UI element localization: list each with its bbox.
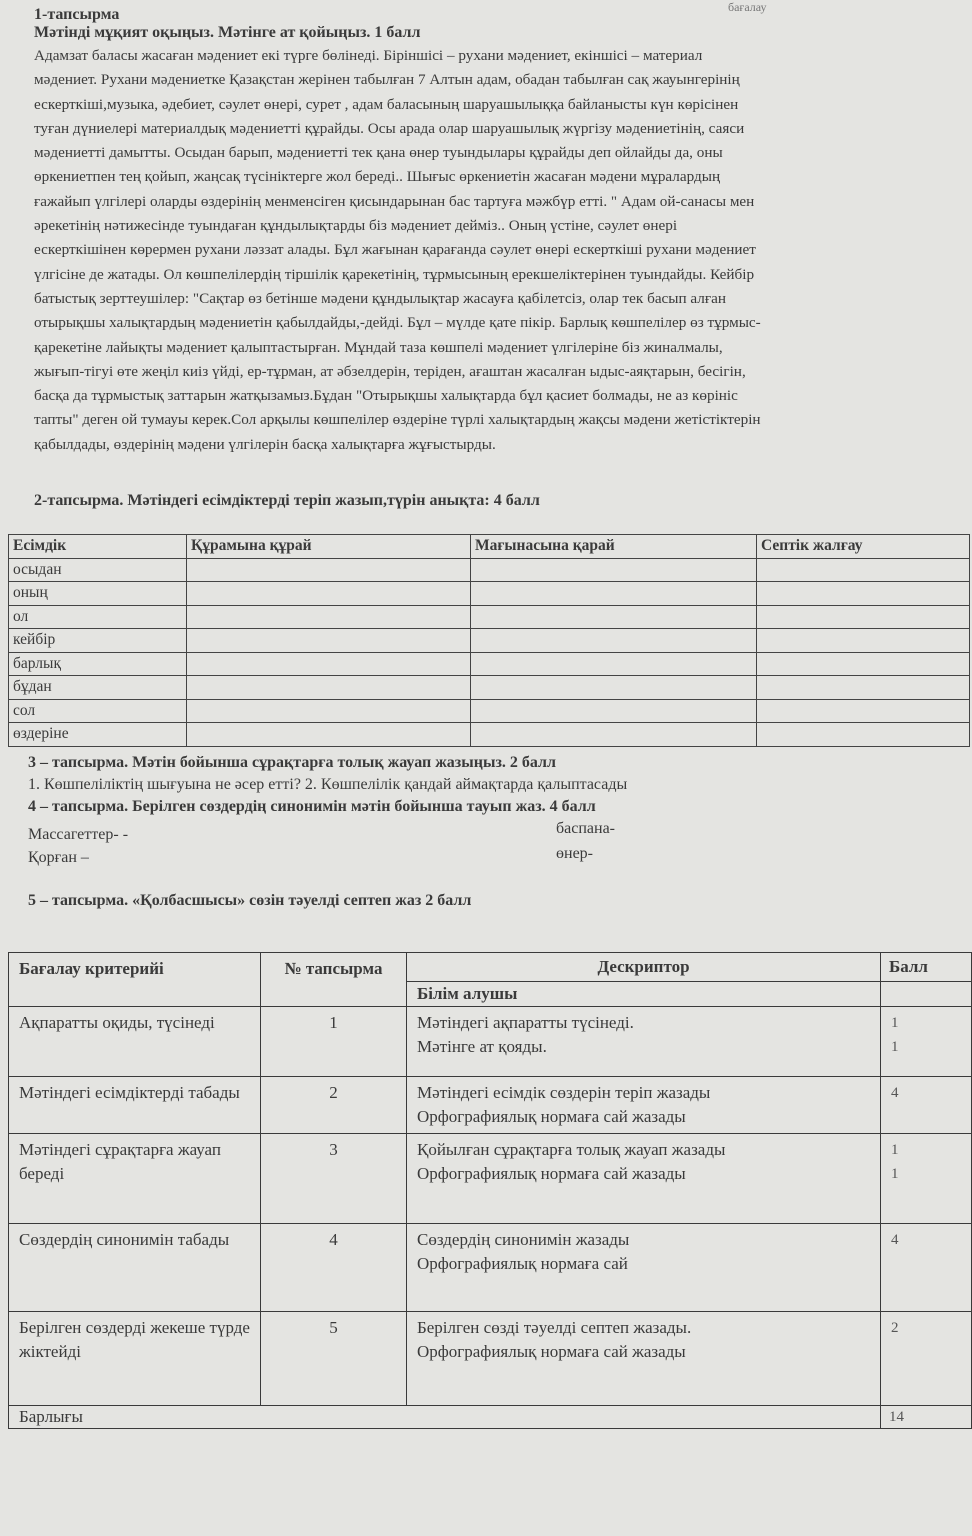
text-line: жығып-тігуі өте жеңіл киіз үйді, ер-тұрман, ат әбзелдерін, теріден, ағаштан жасалған ыдыс-аяқтарын, бесігін, (34, 362, 746, 380)
criteria-row (9, 1134, 972, 1224)
text-line: әрекетінің нәтижесінде туындаған құндылықтарды біз мәдениет дейміз.. Оның үстіне, сәулет өнері (34, 217, 678, 235)
descriptor-line: Қойылған сұрақтарға толық жауап жазады (417, 1140, 726, 1159)
answer-cell[interactable] (757, 605, 970, 629)
task-number-cell: 4 (261, 1224, 407, 1312)
text-line: Адамзат баласы жасаған мәдениет екі түрге бөлінеді. Біріншісі – рухани мәдениет, екіншісі – материал (34, 47, 703, 64)
tasks-3-4 (28, 752, 958, 818)
text-line: ескерткішінен көрермен рухани ләззат алады. Бұл жағынан қарағанда сәулет өнері ескерткіші рухани мәдениет (34, 241, 756, 259)
descriptor-line: Сөздердің синонимін жазады (417, 1230, 630, 1249)
descriptor-line: Орфографиялық нормаға сай жазады (417, 1342, 686, 1361)
text-line: тапты" деген ой тумауы керек.Сол арқылы көшпелілер өздеріне түрлі халықтардың жақсы мәдени жетістіктерін (34, 411, 761, 429)
task3-title: 3 – тапсырма. Мәтін бойынша сұрақтарға толық жауап жазыңыз. 2 балл (28, 754, 556, 771)
col-header: Есімдік (9, 535, 187, 559)
ball-value: 1 (891, 1015, 899, 1031)
task-number-header: № тапсырма (261, 953, 407, 1007)
descriptor-line: Орфографиялық нормаға сай жазады (417, 1107, 686, 1126)
total-row (9, 1406, 972, 1429)
total-value: 14 (881, 1406, 972, 1429)
answer-cell[interactable] (757, 723, 970, 747)
criteria-cell: Ақпаратты оқиды, түсінеді (9, 1007, 261, 1077)
task1-subtitle: Мәтінді мұқият оқыңыз. Мәтінге ат қойыңыз. 1 балл (34, 24, 421, 41)
col-header: Септік жалғау (757, 535, 970, 559)
ball-cell (881, 1134, 972, 1224)
corner-stamp: бағалау (728, 0, 767, 14)
task2-title: 2-тапсырма. Мәтіндегі есімдіктерді теріп жазып,түрін анықта: 4 балл (34, 492, 540, 509)
text-line: ескерткіші,музыка, әдебиет, сәулет өнері, сурет , адам баласының шаруашылыққа байланысты күн көрісінен (34, 95, 739, 113)
answer-cell[interactable] (471, 605, 757, 629)
answer-cell[interactable] (757, 582, 970, 606)
pronoun-cell: бұдан (9, 676, 187, 700)
text-line: отырықшы халықтардың мәдениетін қабылдайды,-дейді. Бұл – мүлде қате пікір. Барлық көшпелілер өз тұрмыс- (34, 314, 761, 332)
answer-cell[interactable] (187, 652, 471, 676)
table-row (9, 699, 970, 723)
table-row (9, 652, 970, 676)
descriptor-header: Дескриптор (407, 953, 881, 982)
ball-value: 2 (891, 1320, 899, 1336)
answer-cell[interactable] (187, 676, 471, 700)
synonym-word: Қорған – (28, 849, 89, 866)
criteria-row (9, 1007, 972, 1077)
pronoun-cell: барлық (9, 652, 187, 676)
answer-cell[interactable] (757, 652, 970, 676)
criteria-cell: Мәтіндегі сұрақтарға жауап береді (9, 1134, 261, 1224)
table-row (9, 558, 970, 582)
task3-questions: 1. Көшпеліліктің шығуына не әсер етті? 2. Көшпелілік қандай аймақтарда қалыптасады (28, 776, 628, 793)
answer-cell[interactable] (187, 699, 471, 723)
answer-cell[interactable] (471, 676, 757, 700)
answer-cell[interactable] (757, 629, 970, 653)
ball-cell (881, 1007, 972, 1077)
pronoun-table (8, 534, 970, 747)
ball-cell (881, 1312, 972, 1406)
pronoun-cell: кейбір (9, 629, 187, 653)
answer-cell[interactable] (471, 629, 757, 653)
criteria-row (9, 1077, 972, 1134)
ball-header: Балл (881, 953, 972, 982)
criteria-table (8, 952, 972, 1429)
criteria-cell: Сөздердің синонимін табады (9, 1224, 261, 1312)
text-line: батыстық зерттеушілер: "Сақтар өз бетінше мәдени құндылықтар жасауға қабілетсіз, олар тек басып алған (34, 289, 726, 307)
ball-value: 1 (891, 1166, 899, 1182)
task5-title: 5 – тапсырма. «Қолбасшысы» сөзін тәуелді септеп жаз 2 балл (28, 892, 472, 909)
ball-value: 1 (891, 1142, 899, 1158)
text-line: қабылдады, өздерінің мәдени үлгілерін басқа халықтарға жұғыстырды. (34, 435, 496, 453)
text-line: мәдениет. Рухани мәдениетке Қазақстан жерінен табылған 7 Алтын адам, обадан табылған сақ жауынгерінің (34, 71, 740, 89)
descriptor-cell (407, 1007, 881, 1077)
ball-value: 4 (891, 1232, 899, 1248)
pronoun-cell: сол (9, 699, 187, 723)
descriptor-cell (407, 1224, 881, 1312)
pronoun-cell: оның (9, 582, 187, 606)
answer-cell[interactable] (757, 558, 970, 582)
answer-cell[interactable] (471, 723, 757, 747)
table-row (9, 629, 970, 653)
task-number-cell: 1 (261, 1007, 407, 1077)
empty-cell (881, 982, 972, 1007)
criteria-row (9, 1224, 972, 1312)
synonym-word: баспана- (556, 820, 615, 837)
task4-title: 4 – тапсырма. Берілген сөздердің синонимін мәтін бойынша тауып жаз. 4 балл (28, 798, 596, 815)
text-line: өркениетпен тең қойып, жаңсақ түсініктерге жол береді.. Шығыс өркениетін жасаған мәдени мұралардың (34, 168, 721, 186)
answer-cell[interactable] (757, 699, 970, 723)
ball-value: 4 (891, 1085, 899, 1101)
text-line: үлгісіне де жатады. Ол көшпелілердің тіршілік қарекетінің, тұрмысының ерекшеліктерінен туындайды. Кейбір (34, 265, 755, 283)
table-row (9, 605, 970, 629)
descriptor-line: Берілген сөзді тәуелді септеп жазады. (417, 1318, 692, 1337)
task1-text (34, 44, 962, 457)
criteria-cell: Мәтіндегі есімдіктерді табады (9, 1077, 261, 1134)
answer-cell[interactable] (471, 582, 757, 606)
table-row (9, 723, 970, 747)
task-number-cell: 5 (261, 1312, 407, 1406)
total-label: Барлығы (9, 1406, 881, 1429)
learner-subheader: Білім алушы (407, 982, 881, 1007)
criteria-header: Бағалау критерийі (9, 953, 261, 1007)
descriptor-line: Мәтіндегі ақпаратты түсінеді. (417, 1013, 634, 1032)
answer-cell[interactable] (471, 699, 757, 723)
criteria-row (9, 1312, 972, 1406)
answer-cell[interactable] (187, 723, 471, 747)
answer-cell[interactable] (187, 582, 471, 606)
text-line: қарекетіне лайықты мәдениет қалыптастырған. Мұндай таза көшпелі мәдениет үлгілеріне біз жиналмалы, (34, 338, 723, 356)
answer-cell[interactable] (471, 652, 757, 676)
descriptor-line: Орфографиялық нормаға сай (417, 1254, 628, 1273)
descriptor-cell (407, 1077, 881, 1134)
pronoun-cell: ол (9, 605, 187, 629)
text-line: туған дүниелері материалдық мәдениетті құрайды. Осы арада олар шаруашылық жүргізу мәдениетінің, саяси (34, 119, 745, 137)
table-row (9, 582, 970, 606)
answer-cell[interactable] (187, 558, 471, 582)
table-header-row (9, 535, 970, 559)
task1-title: 1-тапсырма (34, 6, 120, 23)
answer-cell[interactable] (757, 676, 970, 700)
answer-cell[interactable] (471, 558, 757, 582)
descriptor-line: Мәтінге ат қояды. (417, 1037, 547, 1056)
answer-cell[interactable] (187, 605, 471, 629)
pronoun-cell: осыдан (9, 558, 187, 582)
col-header: Құрамына құрай (187, 535, 471, 559)
ball-cell (881, 1224, 972, 1312)
text-line: ғажайып үлгілері оларды өздерінің менменсіген қисындарынан бас тартуға мәжбүр етті. " Адам ой-санасы мен (34, 192, 755, 210)
synonym-word: Массагеттер- - (28, 826, 129, 843)
synonym-word: өнер- (556, 845, 593, 862)
col-header: Мағынасына қарай (471, 535, 757, 559)
descriptor-line: Орфографиялық нормаға сай жазады (417, 1164, 686, 1183)
descriptor-cell (407, 1134, 881, 1224)
answer-cell[interactable] (187, 629, 471, 653)
table-row (9, 676, 970, 700)
descriptor-line: Мәтіндегі есімдік сөздерін теріп жазады (417, 1083, 711, 1102)
task-number-cell: 2 (261, 1077, 407, 1134)
text-line: басқа да тұрмыстық заттарын жатқызамыз.Бұдан "Отырықшы халықтарда бұл қасиет болмады, не аз көрініс (34, 387, 738, 405)
criteria-header-row (9, 953, 972, 982)
criteria-cell: Берілген сөздерді жекеше түрде жіктейді (9, 1312, 261, 1406)
pronoun-cell: өздеріне (9, 723, 187, 747)
ball-cell (881, 1077, 972, 1134)
task-number-cell: 3 (261, 1134, 407, 1224)
descriptor-cell (407, 1312, 881, 1406)
ball-value: 1 (891, 1039, 899, 1055)
text-line: мәдениетті дамытты. Осыдан барып, мәдениетті тек қана өнер туындылары құрайды деп ойлайды да, оны (34, 144, 723, 162)
